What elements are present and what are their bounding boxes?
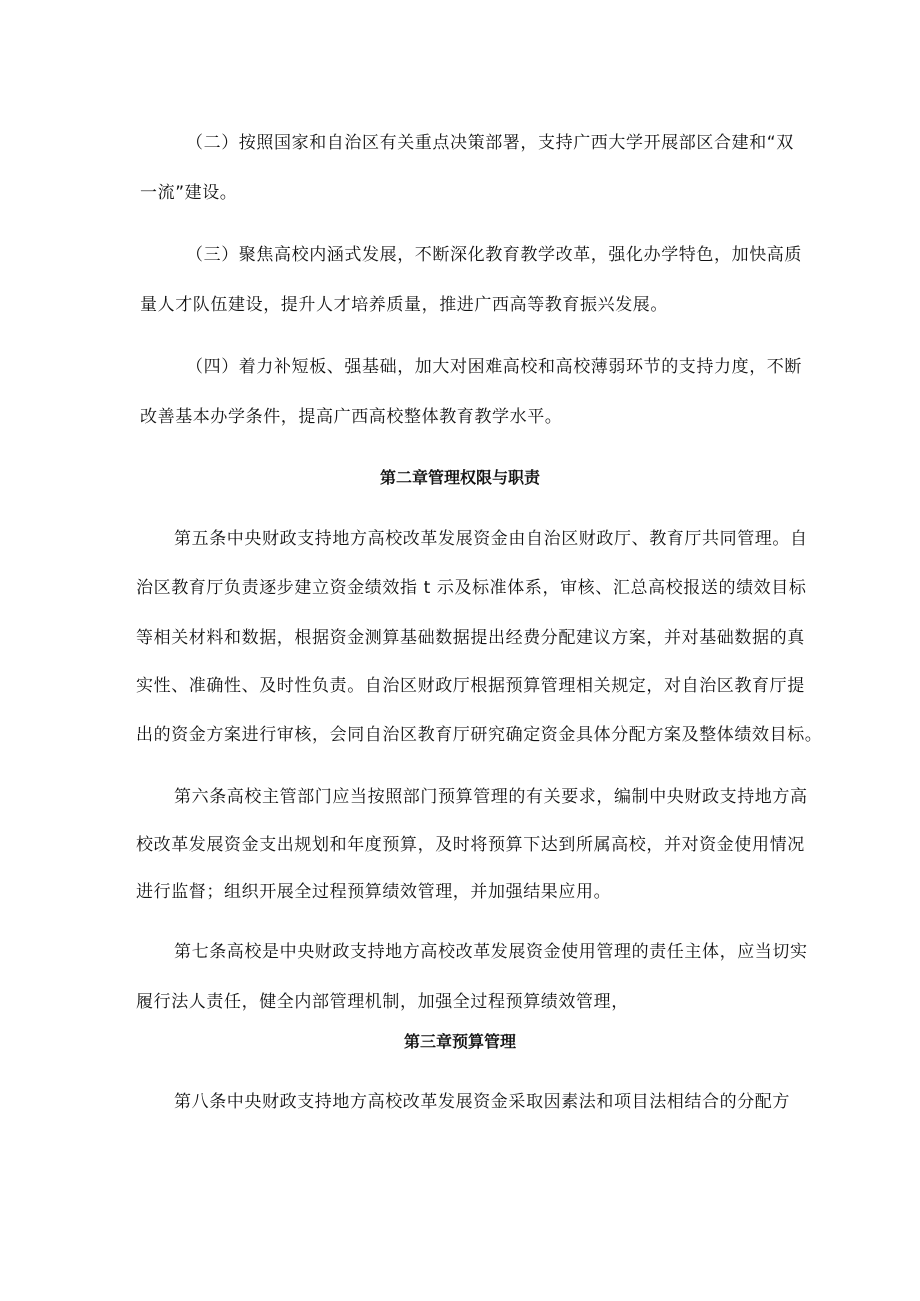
article-7-line-2: 履行法人责任，健全内部管理机制，加强全过程预算绩效管理， <box>136 992 629 1012</box>
article-5-line-1: 第五条中央财政支持地方高校改革发展资金由自治区财政厅、教育厅共同管理。自 <box>174 529 808 549</box>
para-2-line-1: （三）聚焦高校内涵式发展，不断深化教育教学改革，强化办学特色，加快高质 <box>186 245 802 265</box>
para-3-line-2: 改善基本办学条件，提高广西高校整体教育教学水平。 <box>140 407 563 427</box>
article-5-line-3: 等相关材料和数据，根据资金测算基础数据提出经费分配建议方案，并对基础数据的真 <box>136 628 805 648</box>
article-5-line-2: 治区教育厅负责逐步建立资金绩效指 t 示及标准体系，审核、汇总高校报送的绩效目标 <box>136 578 807 598</box>
chapter-heading-2: 第二章管理权限与职责 <box>379 468 540 487</box>
para-1-line-2: 一流”建设。 <box>140 183 238 203</box>
article-5-line-4: 实性、准确性、及时性负责。自治区财政厅根据预算管理相关规定，对自治区教育厅提 <box>136 676 805 696</box>
para-1-line-1: （二）按照国家和自治区有关重点决策部署，支持广西大学开展部区合建和“双 <box>186 133 794 153</box>
chapter-heading-3: 第三章预算管理 <box>403 1032 516 1051</box>
article-5-line-5: 出的资金方案进行审核，会同自治区教育厅研究确定资金具体分配方案及整体绩效目标。 <box>136 725 823 745</box>
para-3-line-1: （四）着力补短板、强基础，加大对困难高校和高校薄弱环节的支持力度，不断 <box>186 357 802 377</box>
article-7-line-1: 第七条高校是中央财政支持地方高校改革发展资金使用管理的责任主体，应当切实 <box>174 942 808 962</box>
article-6-line-2: 校改革发展资金支出规划和年度预算，及时将预算下达到所属高校，并对资金使用情况 <box>136 835 805 855</box>
article-8-line-1: 第八条中央财政支持地方高校改革发展资金采取因素法和项目法相结合的分配方 <box>174 1092 790 1112</box>
article-6-line-3: 进行监督；组织开展全过程预算绩效管理，并加强结果应用。 <box>136 882 612 902</box>
para-2-line-2: 量人才队伍建设，提升人才培养质量，推进广西高等教育振兴发展。 <box>140 295 668 315</box>
article-6-line-1: 第六条高校主管部门应当按照部门预算管理的有关要求，编制中央财政支持地方高 <box>174 787 808 807</box>
